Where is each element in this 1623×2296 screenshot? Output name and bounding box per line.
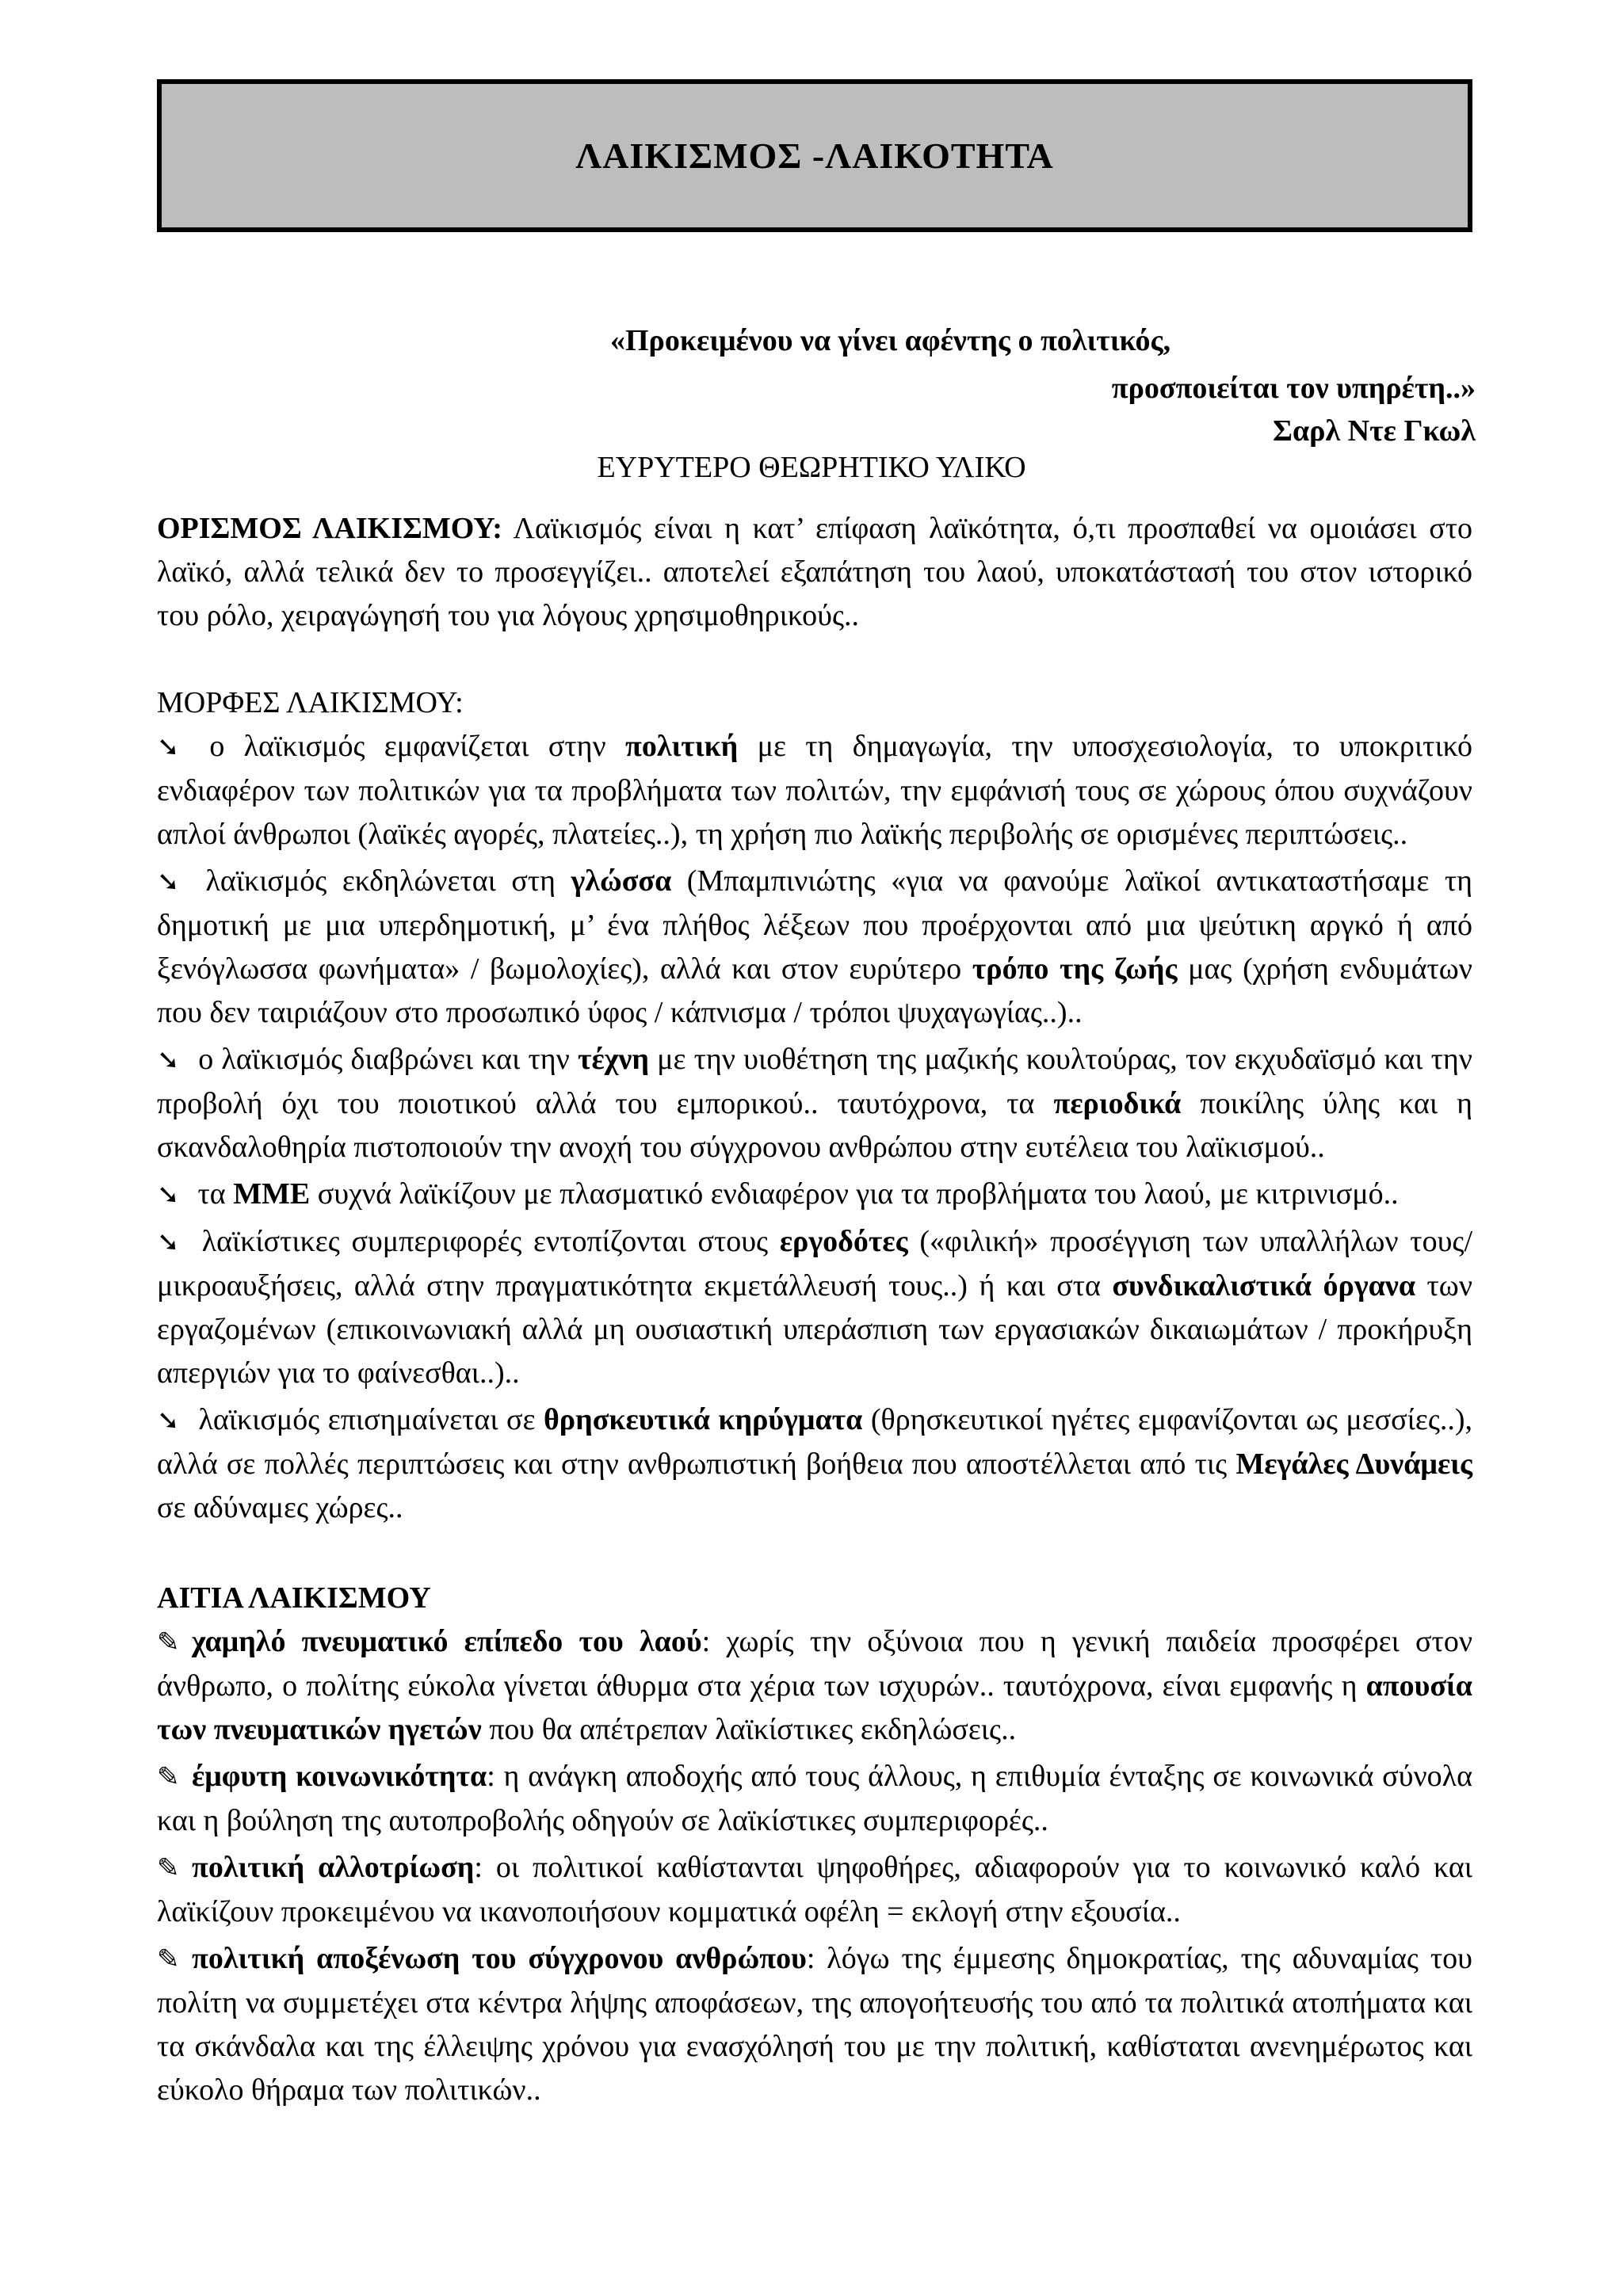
forms-item <box>157 860 1472 1035</box>
definition-label: ΟΡΙΣΜΟΣ ΛΑΙΚΙΣΜΟΥ: <box>157 512 502 545</box>
forms-item-text: μας (χρήση ενδυμάτων που δεν ταιριάζουν στο προσωπικό ύφος / κάπνισμα / τρόποι ψυχαγωγίας..).. <box>157 952 1472 1029</box>
forms-item-text: σε αδύναμες χώρες.. <box>157 1491 403 1524</box>
causes-item-text: : οι πολιτικοί καθίστανται ψηφοθήρες, αδιαφορούν για το κοινωνικό καλό και λαϊκίζουν προκειμένου να ικανοποιήσουν κομματικά οφέλη = εκλογή στην εξουσία.. <box>157 1851 1472 1928</box>
causes-heading <box>157 1577 1472 1620</box>
forms-item-text: των εργαζομένων (επικοινωνιακή αλλά μη ουσιαστική υπεράσπιση των εργασιακών δικαιωμάτων / προκήρυξη απεργιών για το φαίνεσθαι..).. <box>157 1269 1473 1390</box>
quote-line-1: «Προκειμένου να γίνει αφέντης ο πολιτικός, <box>610 324 1171 357</box>
forms-item <box>157 1173 1472 1217</box>
forms-item-text: με την υιοθέτηση της μαζικής κουλτούρας, τον εκχυδαϊσμό και την προβολή όχι του ποιοτικού αλλά του εμπορικού.. ταυτόχρονα, τα <box>157 1043 1472 1120</box>
title-box <box>157 79 1472 232</box>
section-subtitle-wrap <box>0 450 1623 485</box>
forms-item-bold: θρησκευτικά κηρύγματα <box>543 1403 863 1436</box>
forms-item-text: λαϊκισμός επισημαίνεται σε <box>190 1403 544 1436</box>
forms-item-bold: Μεγάλες Δυνάμεις <box>1235 1447 1472 1481</box>
forms-item-bold: πολιτική <box>625 730 739 763</box>
causes-item <box>157 1937 1472 2112</box>
causes-item-bold: πολιτική αποξένωση του σύγχρονου ανθρώπου <box>192 1942 807 1975</box>
causes-item-bold: έμφυτη κοινωνικότητα <box>192 1760 487 1793</box>
arrow-down-right-icon: ➘ <box>157 1179 180 1211</box>
definition-text: Λαϊκισμός είναι η κατ’ επίφαση λαϊκότητα, ό,τι προσπαθεί να ομοιάσει στο λαϊκό, αλλά τελικά δεν το προσεγγίζει.. αποτελεί εξαπάτηση του λαού, υποκατάστασή του στον ιστορικό του ρόλο, χειραγώγησή του για λόγους χρησιμοθηρικούς.. <box>157 512 1472 632</box>
spacer <box>157 1533 1472 1577</box>
forms-item-text: λαϊκισμός εκδηλώνεται στη <box>190 864 571 898</box>
forms-item-bold: τέχνη <box>578 1043 649 1076</box>
forms-item <box>157 725 1472 856</box>
forms-item-bold: περιοδικά <box>1053 1087 1182 1120</box>
definition-paragraph <box>157 507 1472 638</box>
pencil-icon: ✎ <box>157 1943 180 1975</box>
page-title: ΛΑΙΚΙΣΜΟΣ -ΛΑΙΚΟΤΗΤΑ <box>575 135 1054 176</box>
forms-heading: ΜΟΡΦΕΣ ΛΑΙΚΙΣΜΟΥ: <box>157 686 464 719</box>
causes-item-text: : η ανάγκη αποδοχής από τους άλλους, η επιθυμία ένταξης σε κοινωνικά σύνολα και η βούληση της αυτοπροβολής οδηγούν σε λαϊκίστικες συμπεριφορές.. <box>157 1760 1472 1837</box>
forms-item <box>157 1220 1472 1395</box>
forms-item-text: ποικίλης ύλης και η σκανδαλοθηρία πιστοποιούν την ανοχή του σύγχρονου ανθρώπου στην ευτέλεια του λαϊκισμού.. <box>157 1087 1473 1164</box>
causes-item <box>157 1846 1472 1934</box>
forms-item-bold: ΜΜΕ <box>233 1177 311 1211</box>
arrow-down-right-icon: ➘ <box>157 866 180 898</box>
section-subtitle: ΕΥΡΥΤΕΡΟ ΘΕΩΡΗΤΙΚΟ ΥΛΙΚΟ <box>597 451 1026 484</box>
spacer <box>157 638 1472 681</box>
arrow-down-right-icon: ➘ <box>157 731 180 763</box>
causes-item <box>157 1755 1472 1843</box>
forms-item-text: τα <box>190 1177 234 1211</box>
arrow-down-right-icon: ➘ <box>157 1044 180 1076</box>
causes-item-text: που θα απέτρεπαν λαϊκίστικες εκδηλώσεις.. <box>481 1713 1017 1746</box>
forms-item-bold: γλώσσα <box>571 864 672 898</box>
quote-line-2: προσποιείται τον υπηρέτη..» <box>1111 372 1476 405</box>
pencil-icon: ✎ <box>157 1761 180 1793</box>
forms-item <box>157 1398 1472 1530</box>
forms-item-text: με τη δημαγωγία, την υποσχεσιολογία, το υποκριτικό ενδιαφέρον των πολιτικών για τα προβλήματα των πολιτών, την εμφάνισή τους σε χώρους όπου συχνάζουν απλοί άνθρωποι (λαϊκές αγορές, πλατείες..), τη χρήση πιο λαϊκής περιβολής σε ορισμένες περιπτώσεις.. <box>157 730 1472 851</box>
pencil-icon: ✎ <box>157 1852 180 1884</box>
causes-item-bold: απουσία των πνευματικών ηγετών <box>157 1669 1472 1746</box>
forms-item-text: ο λαϊκισμός διαβρώνει και την <box>190 1043 579 1076</box>
forms-item-bold: τρόπο της ζωής <box>972 952 1178 986</box>
causes-item-text: : χωρίς την οξύνοια που η γενική παιδεία προσφέρει στον άνθρωπο, ο πολίτης εύκολα γίνεται άθυρμα στα χέρια των ισχυρών.. ταυτόχρονα, είναι εμφανής η <box>157 1625 1472 1703</box>
quote-author: Σαρλ Ντε Γκωλ <box>1273 414 1476 448</box>
forms-item-text: (θρησκευτικοί ηγέτες εμφανίζονται ως μεσσίες..), αλλά σε πολλές περιπτώσεις και στην ανθρωπιστική βοήθεια που αποστέλλεται από τις <box>157 1403 1473 1481</box>
causes-item-bold: χαμηλό πνευματικό επίπεδο του λαού <box>192 1625 702 1658</box>
forms-item-text: λαϊκίστικες συμπεριφορές εντοπίζονται στους <box>190 1225 780 1258</box>
arrow-down-right-icon: ➘ <box>157 1405 180 1436</box>
forms-item-text: ο λαϊκισμός εμφανίζεται στην <box>190 730 626 763</box>
causes-item-text: : λόγω της έμμεσης δημοκρατίας, της αδυναμίας του πολίτη να συμμετέχει στα κέντρα λήψης αποφάσεων, της απογοήτευσής του από τα πολιτικά ατοπήματα και τα σκάνδαλα και της έλλειψης χρόνου για ενασχόλησή του με την πολιτική, καθίσταται ανενημέρωτος και εύκολο θήραμα των πολιτικών.. <box>157 1942 1472 2107</box>
forms-item-text: (Μπαμπινιώτης «για να φανούμε λαϊκοί αντικαταστήσαμε τη δημοτική με μια υπερδημοτική, μ’ ένα πλήθος λέξεων που προέρχονται από μια ψεύτικη αργκό ή από ξενόγλωσσα φωνήματα» / βωμολοχίες), αλλά και στον ευρύτερο <box>157 864 1472 986</box>
forms-item-bold: συνδικαλιστικά όργανα <box>1112 1269 1416 1302</box>
document-body <box>157 507 1472 2115</box>
causes-item <box>157 1620 1472 1752</box>
causes-heading-text: ΑΙΤΙΑ ΛΑΙΚΙΣΜΟΥ <box>157 1581 431 1615</box>
forms-item-bold: εργοδότες <box>779 1225 908 1258</box>
arrow-down-right-icon: ➘ <box>157 1226 180 1258</box>
causes-item-bold: πολιτική αλλοτρίωση <box>192 1851 475 1884</box>
forms-item <box>157 1038 1472 1169</box>
pencil-icon: ✎ <box>157 1627 180 1658</box>
forms-item-text: συχνά λαϊκίζουν με πλασματικό ενδιαφέρον για τα προβλήματα του λαού, με κιτρινισμό.. <box>310 1177 1399 1211</box>
forms-item-text: («φιλική» προσέγγιση των υπαλλήλων τους/ μικροαυξήσεις, αλλά στην πραγματικότητα εκμετάλλευσή τους..) ή και στα <box>157 1225 1473 1302</box>
